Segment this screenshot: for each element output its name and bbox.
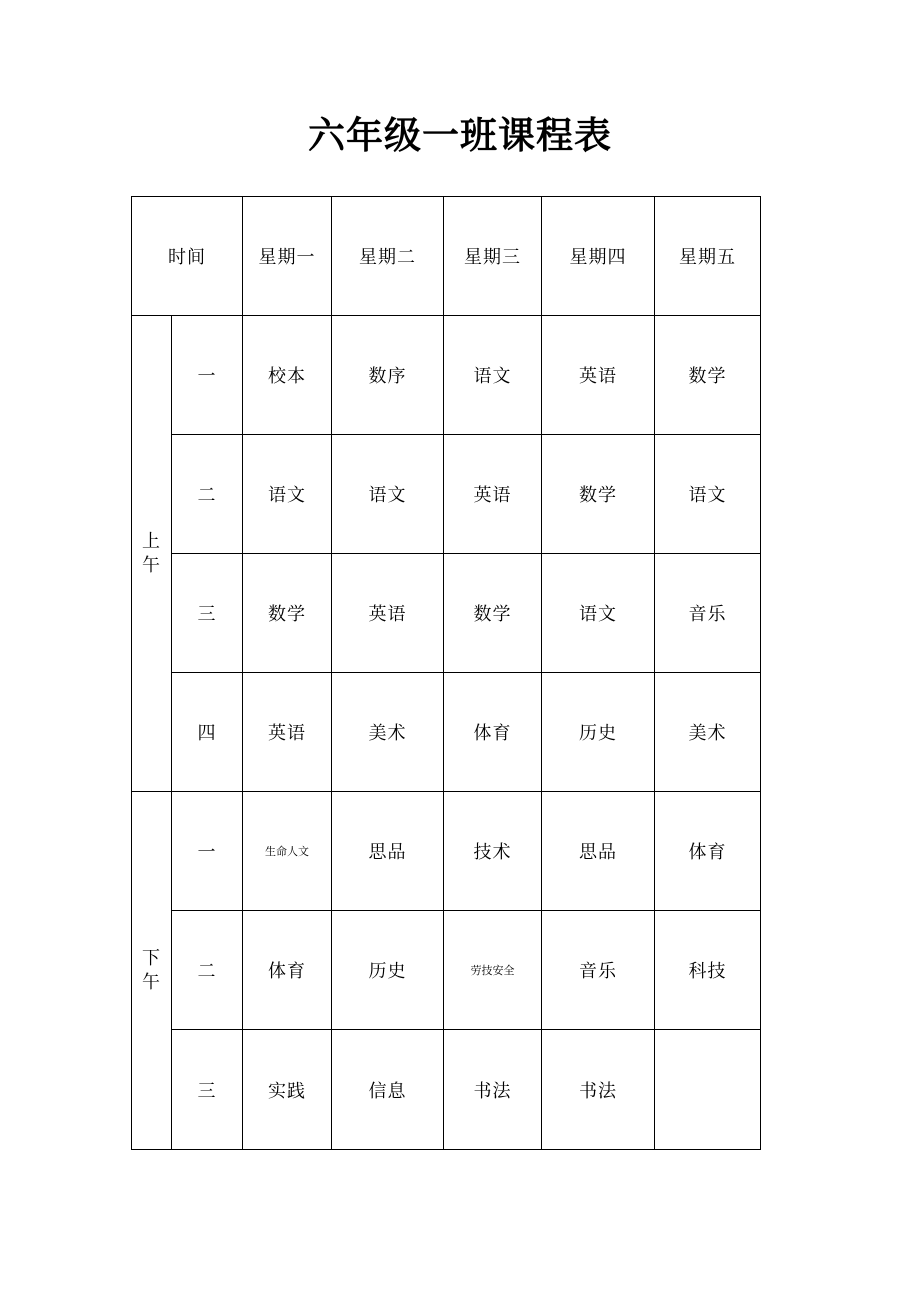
table-row <box>132 435 761 554</box>
schedule-table <box>131 196 761 1150</box>
class-cell: 数学 <box>542 435 655 554</box>
afternoon-label: 下午 <box>142 947 161 993</box>
period-cell: 三 <box>172 554 243 673</box>
class-cell: 书法 <box>444 1030 542 1150</box>
class-cell: 数学 <box>444 554 542 673</box>
page-title: 六年级一班课程表 <box>308 114 612 157</box>
period-cell: 四 <box>172 673 243 792</box>
class-cell: 校本 <box>243 316 332 435</box>
class-cell: 历史 <box>542 673 655 792</box>
header-time: 时间 <box>132 197 243 316</box>
table-row <box>132 911 761 1030</box>
period-cell: 一 <box>172 316 243 435</box>
class-cell: 数序 <box>332 316 444 435</box>
morning-label: 上午 <box>142 530 161 576</box>
morning-label-cell <box>132 316 172 792</box>
class-cell: 体育 <box>243 911 332 1030</box>
period-cell: 三 <box>172 1030 243 1150</box>
table-row <box>132 792 761 911</box>
header-row <box>132 197 761 316</box>
class-cell: 英语 <box>444 435 542 554</box>
table-row <box>132 554 761 673</box>
class-cell: 英语 <box>243 673 332 792</box>
class-cell: 语文 <box>332 435 444 554</box>
class-cell: 语文 <box>243 435 332 554</box>
class-cell: 体育 <box>444 673 542 792</box>
table-row <box>132 673 761 792</box>
class-cell: 书法 <box>542 1030 655 1150</box>
class-cell: 劳技安全 <box>444 911 542 1030</box>
class-cell: 数学 <box>655 316 761 435</box>
class-cell: 语文 <box>655 435 761 554</box>
class-cell: 语文 <box>444 316 542 435</box>
class-cell: 思品 <box>332 792 444 911</box>
class-cell: 历史 <box>332 911 444 1030</box>
period-cell: 一 <box>172 792 243 911</box>
class-cell: 音乐 <box>655 554 761 673</box>
period-cell: 二 <box>172 911 243 1030</box>
class-cell: 英语 <box>332 554 444 673</box>
class-cell: 美术 <box>655 673 761 792</box>
header-day: 星期四 <box>542 197 655 316</box>
class-cell: 语文 <box>542 554 655 673</box>
header-day: 星期五 <box>655 197 761 316</box>
class-cell: 实践 <box>243 1030 332 1150</box>
class-cell: 英语 <box>542 316 655 435</box>
class-cell: 生命人文 <box>243 792 332 911</box>
class-cell: 美术 <box>332 673 444 792</box>
header-day: 星期三 <box>444 197 542 316</box>
class-cell: 思品 <box>542 792 655 911</box>
class-cell: 音乐 <box>542 911 655 1030</box>
class-cell: 科技 <box>655 911 761 1030</box>
class-cell: 数学 <box>243 554 332 673</box>
table-row <box>132 1030 761 1150</box>
class-cell: 体育 <box>655 792 761 911</box>
class-cell <box>655 1030 761 1150</box>
afternoon-label-cell <box>132 792 172 1150</box>
header-day: 星期一 <box>243 197 332 316</box>
period-cell: 二 <box>172 435 243 554</box>
table-row <box>132 316 761 435</box>
class-cell: 信息 <box>332 1030 444 1150</box>
header-day: 星期二 <box>332 197 444 316</box>
class-cell: 技术 <box>444 792 542 911</box>
